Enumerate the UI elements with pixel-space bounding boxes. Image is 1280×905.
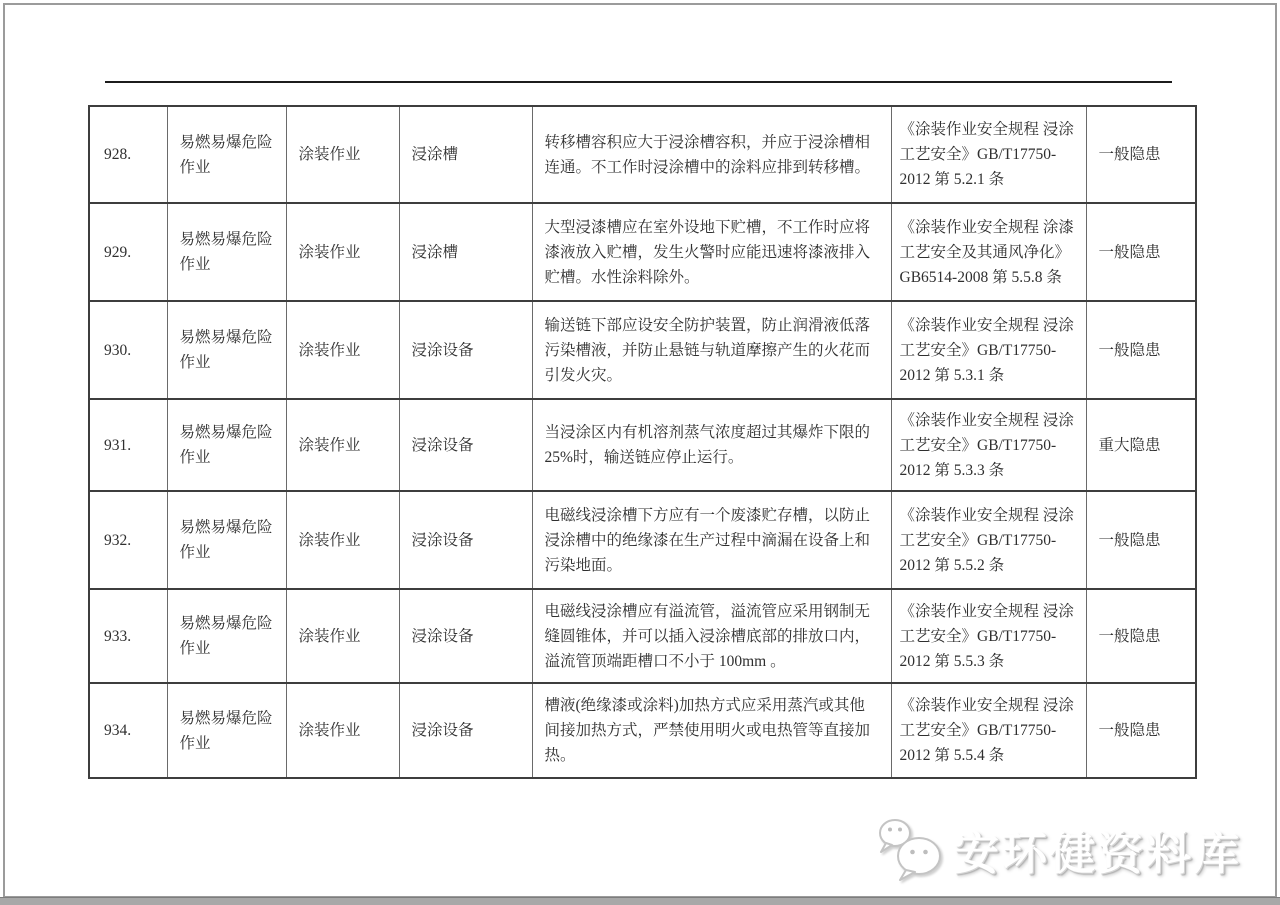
cell-category: 易燃易爆危险作业 <box>167 203 286 301</box>
cell-description: 槽液(绝缘漆或涂料)加热方式应采用蒸汽或其他间接加热方式，严禁使用明火或电热管等直接加热。 <box>532 683 891 778</box>
watermark <box>874 816 1242 882</box>
cell-num: 928. <box>89 106 167 203</box>
cell-category: 易燃易爆危险作业 <box>167 589 286 683</box>
cell-basis: 《涂装作业安全规程 浸涂工艺安全》GB/T17750-2012 第 5.3.1 条 <box>891 301 1086 399</box>
table-row <box>89 399 1196 491</box>
wechat-icon <box>874 816 946 882</box>
bottom-bar <box>0 897 1280 905</box>
cell-equipment: 浸涂设备 <box>399 683 532 778</box>
cell-level: 一般隐患 <box>1086 589 1196 683</box>
cell-num: 930. <box>89 301 167 399</box>
cell-level: 一般隐患 <box>1086 683 1196 778</box>
cell-num: 932. <box>89 491 167 589</box>
cell-basis: 《涂装作业安全规程 浸涂工艺安全》GB/T17750-2012 第 5.3.3 条 <box>891 399 1086 491</box>
hazard-checklist-table <box>88 105 1197 779</box>
cell-category: 易燃易爆危险作业 <box>167 106 286 203</box>
cell-num: 931. <box>89 399 167 491</box>
table-row <box>89 203 1196 301</box>
cell-num: 934. <box>89 683 167 778</box>
cell-category: 易燃易爆危险作业 <box>167 399 286 491</box>
cell-equipment: 浸涂设备 <box>399 589 532 683</box>
cell-equipment: 浸涂设备 <box>399 399 532 491</box>
cell-level: 重大隐患 <box>1086 399 1196 491</box>
cell-level: 一般隐患 <box>1086 106 1196 203</box>
cell-category: 易燃易爆危险作业 <box>167 683 286 778</box>
cell-operation: 涂装作业 <box>286 589 399 683</box>
cell-basis: 《涂装作业安全规程 浸涂工艺安全》GB/T17750-2012 第 5.5.2 条 <box>891 491 1086 589</box>
cell-operation: 涂装作业 <box>286 491 399 589</box>
cell-basis: 《涂装作业安全规程 浸涂工艺安全》GB/T17750-2012 第 5.5.3 条 <box>891 589 1086 683</box>
cell-basis: 《涂装作业安全规程 浸涂工艺安全》GB/T17750-2012 第 5.5.4 条 <box>891 683 1086 778</box>
cell-level: 一般隐患 <box>1086 203 1196 301</box>
cell-operation: 涂装作业 <box>286 399 399 491</box>
cell-operation: 涂装作业 <box>286 203 399 301</box>
cell-level: 一般隐患 <box>1086 301 1196 399</box>
table-row <box>89 491 1196 589</box>
cell-operation: 涂装作业 <box>286 301 399 399</box>
cell-description: 输送链下部应设安全防护装置，防止润滑液低落污染槽液，并防止悬链与轨道摩擦产生的火花而引发火灾。 <box>532 301 891 399</box>
cell-num: 929. <box>89 203 167 301</box>
cell-equipment: 浸涂设备 <box>399 491 532 589</box>
cell-basis: 《涂装作业安全规程 浸涂工艺安全》GB/T17750-2012 第 5.2.1 条 <box>891 106 1086 203</box>
cell-equipment: 浸涂槽 <box>399 106 532 203</box>
header-rule <box>105 81 1172 83</box>
cell-description: 电磁线浸涂槽应有溢流管，溢流管应采用钢制无缝圆锥体，并可以插入浸涂槽底部的排放口内，溢流管顶端距槽口不小于 100mm 。 <box>532 589 891 683</box>
watermark-text: 安环健资料库 <box>953 828 1242 879</box>
cell-num: 933. <box>89 589 167 683</box>
cell-description: 电磁线浸涂槽下方应有一个废漆贮存槽，以防止浸涂槽中的绝缘漆在生产过程中滴漏在设备上和污染地面。 <box>532 491 891 589</box>
table-row <box>89 106 1196 203</box>
cell-description: 大型浸漆槽应在室外设地下贮槽，不工作时应将漆液放入贮槽，发生火警时应能迅速将漆液排入贮槽。水性涂料除外。 <box>532 203 891 301</box>
cell-description: 转移槽容积应大于浸涂槽容积，并应于浸涂槽相连通。不工作时浸涂槽中的涂料应排到转移槽。 <box>532 106 891 203</box>
cell-equipment: 浸涂槽 <box>399 203 532 301</box>
table-row <box>89 683 1196 778</box>
table-body <box>89 106 1196 778</box>
cell-operation: 涂装作业 <box>286 106 399 203</box>
cell-equipment: 浸涂设备 <box>399 301 532 399</box>
cell-level: 一般隐患 <box>1086 491 1196 589</box>
cell-description: 当浸涂区内有机溶剂蒸气浓度超过其爆炸下限的25%时，输送链应停止运行。 <box>532 399 891 491</box>
cell-category: 易燃易爆危险作业 <box>167 301 286 399</box>
table-row <box>89 301 1196 399</box>
table-row <box>89 589 1196 683</box>
cell-basis: 《涂装作业安全规程 涂漆工艺安全及其通风净化》GB6514-2008 第 5.5.8 条 <box>891 203 1086 301</box>
cell-category: 易燃易爆危险作业 <box>167 491 286 589</box>
cell-operation: 涂装作业 <box>286 683 399 778</box>
